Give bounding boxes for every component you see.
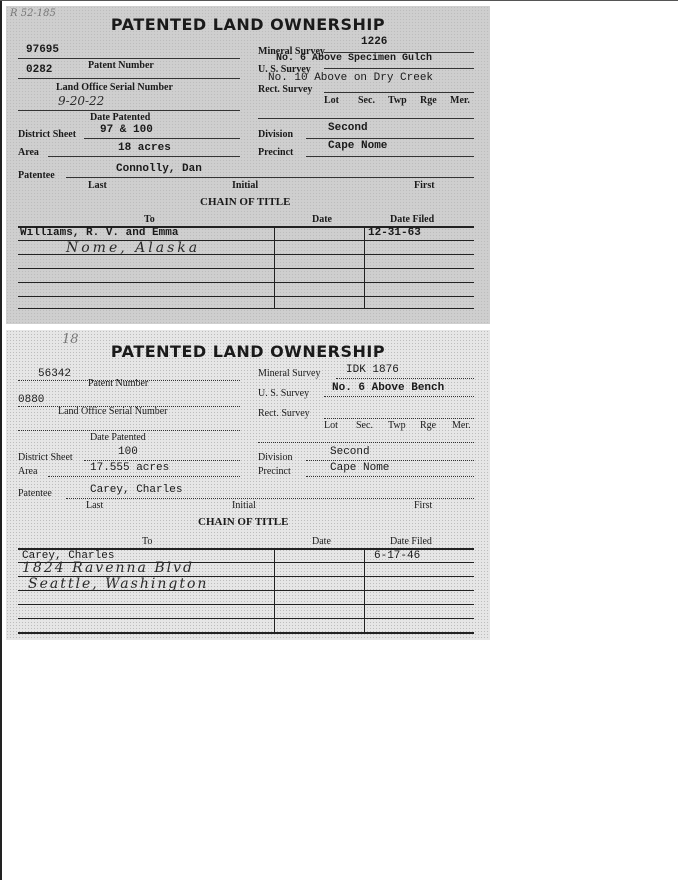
name-col-first: First <box>414 180 435 191</box>
division-line <box>306 460 474 461</box>
corner-note: R 52-185 <box>10 8 56 19</box>
table-rule <box>18 268 474 269</box>
corner-note: 18 <box>62 332 79 347</box>
precinct-value: Cape Nome <box>328 140 388 152</box>
table-row-1-filed: 6-17-46 <box>374 550 421 562</box>
division-value: Second <box>328 122 368 134</box>
district-sheet-label: District Sheet <box>18 452 73 463</box>
precinct-label: Precinct <box>258 466 291 477</box>
chain-of-title-heading: CHAIN OF TITLE <box>198 516 289 528</box>
mineral-survey-value: 1226 <box>361 36 388 48</box>
us-survey-line <box>324 396 474 397</box>
table-row-2-to: Nome, Alaska <box>66 240 201 256</box>
rect-col-rge: Rge <box>420 95 437 106</box>
us-survey-label: U. S. Survey <box>258 64 311 75</box>
patent-number-value: 56342 <box>38 368 72 380</box>
date-patented-line <box>18 110 240 111</box>
date-patented-value: 9-20-22 <box>58 94 105 108</box>
rect-col-sec: Sec. <box>358 95 375 106</box>
page-border-top <box>0 0 678 1</box>
rect-survey-line <box>324 92 474 93</box>
table-rule <box>18 296 474 297</box>
precinct-value: Cape Nome <box>330 462 390 474</box>
district-sheet-line <box>84 460 240 461</box>
district-sheet-value: 100 <box>118 446 138 458</box>
table-row-3-to: Seattle, Washington <box>28 576 209 592</box>
table-header-date: Date <box>312 214 332 225</box>
table-row-2-to: 1824 Ravenna Blvd <box>22 560 194 576</box>
table-rule <box>18 604 474 605</box>
name-col-last: Last <box>86 500 104 511</box>
division-value: Second <box>330 446 370 458</box>
mineral-survey-value: IDK 1876 <box>346 364 399 376</box>
patentee-label: Patentee <box>18 488 52 499</box>
table-header-date-filed: Date Filed <box>390 536 432 547</box>
table-bottom-rule <box>18 632 474 634</box>
table-col-divider <box>364 548 365 634</box>
division-label: Division <box>258 129 294 140</box>
division-label: Division <box>258 452 293 463</box>
precinct-line <box>306 476 474 477</box>
card-title: PATENTED LAND OWNERSHIP <box>110 15 386 34</box>
name-col-initial: Initial <box>232 180 259 191</box>
patentee-line <box>66 498 474 499</box>
table-header-to: To <box>142 536 153 547</box>
area-value: 17.555 acres <box>90 462 170 474</box>
district-sheet-value: 97 & 100 <box>100 124 153 136</box>
table-bottom-rule <box>18 308 474 309</box>
date-patented-label: Date Patented <box>90 432 146 443</box>
precinct-line <box>306 156 474 157</box>
patent-number-label: Patent Number <box>88 60 154 71</box>
division-line <box>306 138 474 139</box>
us-survey-label: U. S. Survey <box>258 388 310 399</box>
rect-col-lot: Lot <box>324 420 338 431</box>
patent-number-line <box>18 58 240 59</box>
table-header-date: Date <box>312 536 331 547</box>
land-ownership-card-2 <box>6 330 490 640</box>
table-row-1-filed: 12-31-63 <box>368 227 421 239</box>
rect-col-sec: Sec. <box>356 420 373 431</box>
patentee-value: Carey, Charles <box>90 484 183 496</box>
serial-label: Land Office Serial Number <box>56 82 173 93</box>
rect-col-rge: Rge <box>420 420 437 431</box>
blank-line <box>258 118 474 119</box>
table-rule <box>18 254 474 255</box>
precinct-label: Precinct <box>258 147 294 158</box>
mineral-survey-label: Mineral Survey <box>258 46 325 57</box>
card-title: PATENTED LAND OWNERSHIP <box>110 342 386 361</box>
chain-of-title-heading: CHAIN OF TITLE <box>200 196 291 208</box>
table-rule <box>18 618 474 619</box>
page-border-left <box>0 0 2 880</box>
rect-col-mer: Mer. <box>450 95 470 106</box>
name-col-first: First <box>414 500 433 511</box>
rect-survey-line <box>324 418 474 419</box>
area-value: 18 acres <box>118 142 171 154</box>
rect-col-twp: Twp <box>388 95 407 106</box>
table-col-divider <box>274 548 275 634</box>
land-ownership-card-1 <box>6 6 490 324</box>
name-col-last: Last <box>88 180 107 191</box>
rect-survey-value: No. 10 Above on Dry Creek <box>268 72 434 84</box>
rect-survey-label: Rect. Survey <box>258 84 313 95</box>
serial-value: 0880 <box>18 394 45 406</box>
rect-survey-label: Rect. Survey <box>258 408 310 419</box>
us-survey-line <box>324 68 474 69</box>
table-rule <box>18 590 474 591</box>
date-patented-line <box>18 430 240 431</box>
table-row-1-to: Williams, R. V. and Emma <box>20 227 179 239</box>
district-sheet-line <box>84 138 240 139</box>
serial-line <box>18 78 240 79</box>
date-patented-label: Date Patented <box>90 112 151 123</box>
mineral-survey-label: Mineral Survey <box>258 368 321 379</box>
table-header-date-filed: Date Filed <box>390 214 435 225</box>
table-rule <box>18 282 474 283</box>
us-survey-value: No. 6 Above Bench <box>332 382 445 394</box>
area-label: Area <box>18 466 38 477</box>
rect-col-twp: Twp <box>388 420 406 431</box>
patent-number-label: Patent Number <box>88 378 149 389</box>
patentee-line <box>66 177 474 178</box>
table-row-1-to: Carey, Charles <box>22 550 115 562</box>
name-col-initial: Initial <box>232 500 256 511</box>
mineral-survey-line <box>336 378 474 379</box>
us-survey-value: No. 6 Above Specimen Gulch <box>276 53 433 64</box>
patentee-label: Patentee <box>18 170 55 181</box>
serial-label: Land Office Serial Number <box>58 406 168 417</box>
rect-col-lot: Lot <box>324 95 339 106</box>
district-sheet-label: District Sheet <box>18 129 77 140</box>
table-header-to: To <box>144 214 155 225</box>
area-line <box>48 156 240 157</box>
patent-number-value: 97695 <box>26 44 60 56</box>
area-line <box>48 476 240 477</box>
area-label: Area <box>18 147 39 158</box>
patentee-value: Connolly, Dan <box>116 163 202 175</box>
serial-value: 0282 <box>26 64 53 76</box>
rect-col-mer: Mer. <box>452 420 471 431</box>
blank-line <box>258 442 474 443</box>
